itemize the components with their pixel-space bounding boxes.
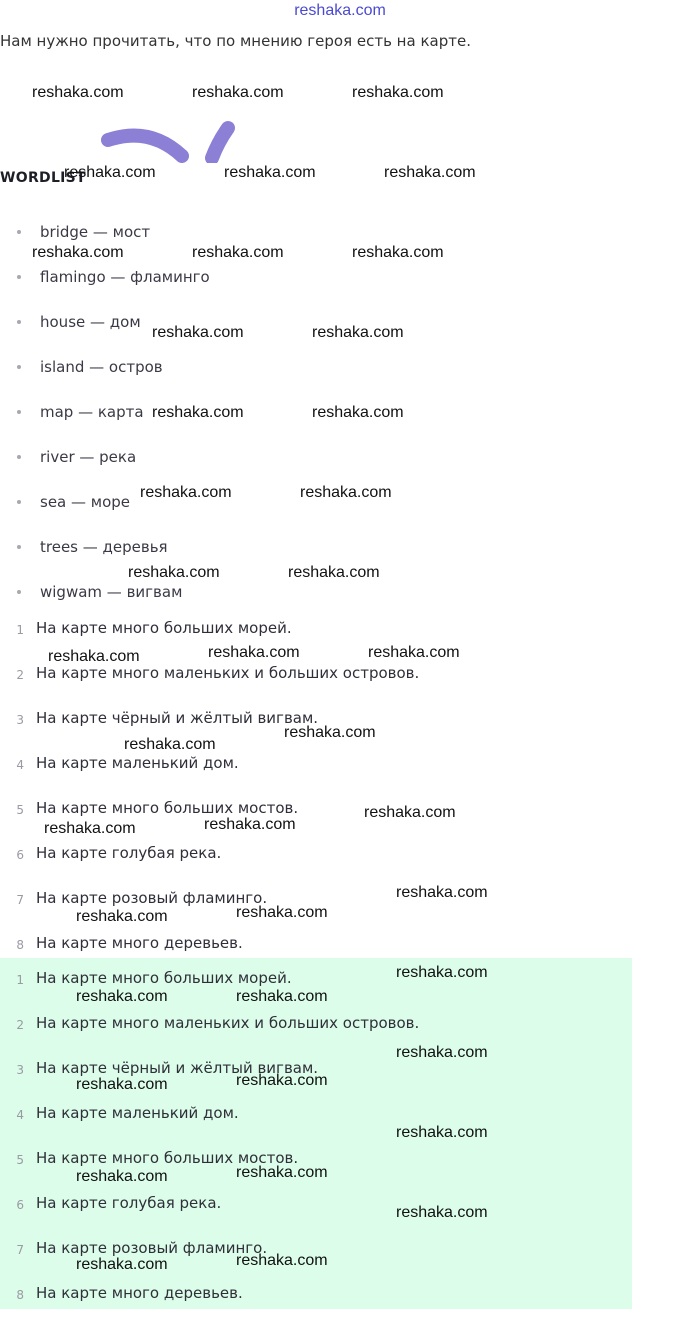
sentence-text: На карте много маленьких и больших островов.	[36, 664, 420, 682]
sentence-text: На карте много больших морей.	[36, 619, 292, 637]
wordlist-item-text: trees — деревья	[40, 538, 168, 556]
watermark-text: reshaka.com	[236, 1164, 328, 1181]
sentence-number: 2	[16, 1018, 24, 1032]
sentence-text: На карте голубая река.	[36, 1194, 222, 1212]
watermark-text: reshaka.com	[352, 84, 444, 101]
watermark-text: reshaka.com	[352, 244, 444, 261]
watermark-text: reshaka.com	[236, 904, 328, 921]
sentence-number: 8	[16, 938, 24, 952]
watermark-text: reshaka.com	[312, 324, 404, 341]
sentence-number: 6	[16, 848, 24, 862]
sentence-number: 2	[16, 668, 24, 682]
bullet-icon	[17, 320, 21, 324]
sentence-number: 3	[16, 713, 24, 727]
sentence-number: 4	[16, 1108, 24, 1122]
watermark-text: reshaka.com	[224, 164, 316, 181]
wordlist-heading: WORDLIST	[0, 170, 86, 186]
sentence-text: На карте много деревьев.	[36, 934, 243, 952]
bullet-icon	[17, 545, 21, 549]
sentence-number: 6	[16, 1198, 24, 1212]
wordlist-item-text: map — карта	[40, 403, 144, 421]
watermark-text: reshaka.com	[76, 1256, 168, 1273]
watermark-text: reshaka.com	[32, 244, 124, 261]
bullet-icon	[17, 500, 21, 504]
watermark-text: reshaka.com	[384, 164, 476, 181]
bullet-icon	[17, 365, 21, 369]
watermark-text: reshaka.com	[396, 1204, 488, 1221]
sentence-number: 7	[16, 1243, 24, 1257]
wordlist-item-text: river — река	[40, 448, 137, 466]
watermark-text: reshaka.com	[288, 564, 380, 581]
watermark-text: reshaka.com	[300, 484, 392, 501]
watermark-text: reshaka.com	[368, 644, 460, 661]
watermark-text: reshaka.com	[236, 1072, 328, 1089]
bullet-icon	[17, 230, 21, 234]
bullet-icon	[17, 590, 21, 594]
wordlist-item-text: flamingo — фламинго	[40, 268, 210, 286]
bullet-icon	[17, 275, 21, 279]
wordlist-item-text: wigwam — вигвам	[40, 583, 183, 601]
sentence-number: 8	[16, 1288, 24, 1302]
sentence-text: На карте много больших морей.	[36, 969, 292, 987]
sentence-text: На карте голубая река.	[36, 844, 222, 862]
watermark-text: reshaka.com	[76, 908, 168, 925]
watermark-text: reshaka.com	[236, 1252, 328, 1269]
watermark-text: reshaka.com	[48, 648, 140, 665]
watermark-text: reshaka.com	[208, 644, 300, 661]
watermark-text: reshaka.com	[396, 884, 488, 901]
sentence-text: На карте розовый фламинго.	[36, 889, 268, 907]
watermark-text: reshaka.com	[204, 816, 296, 833]
sentence-text: На карте розовый фламинго.	[36, 1239, 268, 1257]
watermark-text: reshaka.com	[140, 484, 232, 501]
bullet-icon	[17, 455, 21, 459]
watermark-text: reshaka.com	[152, 324, 244, 341]
intro-text: Нам нужно прочитать, что по мнению героя есть на карте.	[0, 32, 471, 50]
watermark-text: reshaka.com	[396, 1124, 488, 1141]
watermark-text: reshaka.com	[44, 820, 136, 837]
sentence-text: На карте много маленьких и больших островов.	[36, 1014, 420, 1032]
site-header-link[interactable]: reshaka.com	[294, 2, 386, 19]
sentence-number: 5	[16, 803, 24, 817]
sentence-number: 7	[16, 893, 24, 907]
wordlist-item-text: house — дом	[40, 313, 141, 331]
wordlist-item-text: sea — море	[40, 493, 131, 511]
sentence-text: На карте чёрный и жёлтый вигвам.	[36, 1059, 319, 1077]
watermark-text: reshaka.com	[32, 84, 124, 101]
watermark-text: reshaka.com	[192, 244, 284, 261]
sentence-text: На карте много больших мостов.	[36, 799, 299, 817]
sentence-text: На карте много больших мостов.	[36, 1149, 299, 1167]
watermark-text: reshaka.com	[312, 404, 404, 421]
watermark-text: reshaka.com	[192, 84, 284, 101]
sentence-number: 5	[16, 1153, 24, 1167]
sentence-text: На карте маленький дом.	[36, 754, 239, 772]
sentence-text: На карте чёрный и жёлтый вигвам.	[36, 709, 319, 727]
watermark-text: reshaka.com	[236, 988, 328, 1005]
watermark-text: reshaka.com	[128, 564, 220, 581]
sentence-number: 4	[16, 758, 24, 772]
decorative-swoosh-icon	[100, 118, 240, 163]
wordlist-item-text: island — остров	[40, 358, 163, 376]
watermark-text: reshaka.com	[396, 1044, 488, 1061]
watermark-text: reshaka.com	[396, 964, 488, 981]
bullet-icon	[17, 410, 21, 414]
watermark-text: reshaka.com	[76, 1168, 168, 1185]
watermark-text: reshaka.com	[284, 724, 376, 741]
watermark-text: reshaka.com	[364, 804, 456, 821]
wordlist-item-text: bridge — мост	[40, 223, 151, 241]
watermark-text: reshaka.com	[76, 1076, 168, 1093]
sentence-text: На карте маленький дом.	[36, 1104, 239, 1122]
watermark-text: reshaka.com	[76, 988, 168, 1005]
sentence-number: 3	[16, 1063, 24, 1077]
watermark-text: reshaka.com	[152, 404, 244, 421]
sentence-text: На карте много деревьев.	[36, 1284, 243, 1302]
sentence-number: 1	[16, 973, 24, 987]
watermark-text: reshaka.com	[124, 736, 216, 753]
sentence-number: 1	[16, 623, 24, 637]
watermark-text: reshaka.com	[64, 164, 156, 181]
